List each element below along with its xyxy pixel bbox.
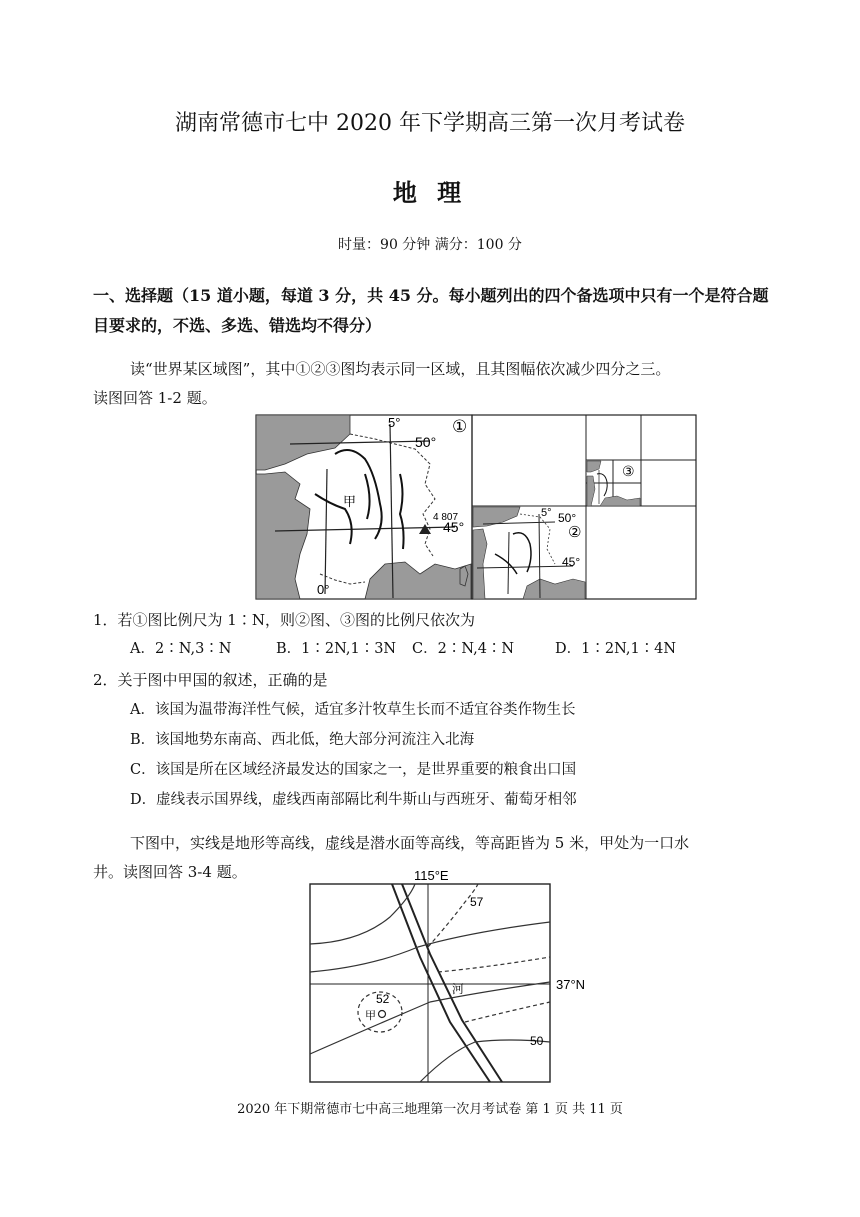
contour-lat-label: 37°N bbox=[556, 977, 586, 992]
q1-option-a: A．2∶N,3∶N bbox=[130, 641, 232, 657]
map1-jia-label: 甲 bbox=[343, 494, 357, 509]
map2-lon5-label: 5° bbox=[541, 507, 552, 519]
q2-option-c: C．该国是所在区域经济最发达的国家之一，是世界重要的粮食出口国 bbox=[130, 762, 577, 778]
intro2-line2: 井。读图回答 3-4 题。 bbox=[93, 863, 247, 881]
section-instructions: （15 道小题，每道 3 分，共 45 分。每小题列出的四个备选项中只有一个是符合题目要求的，不选、多选、错选均不得分） bbox=[93, 286, 769, 335]
q1-option-b: B．1∶2N,1∶3N bbox=[276, 641, 397, 657]
map3-number-label: ③ bbox=[622, 463, 635, 479]
map2-lat50-label: 50° bbox=[558, 511, 577, 525]
q1-option-d: D．1∶2N,1∶4N bbox=[555, 641, 677, 657]
intro1-line1: 读“世界某区域图”，其中①②③图均表示同一区域，且其图幅依次减少四分之三。 bbox=[130, 360, 671, 378]
q2-option-d: D．虚线表示国界线，虚线西南部隔比利牛斯山与西班牙、葡萄牙相邻 bbox=[130, 792, 577, 808]
contour-lon-label: 115°E bbox=[414, 868, 449, 883]
map2-number-label: ② bbox=[568, 524, 582, 541]
map1-peak-label: 4 807 bbox=[433, 512, 459, 523]
contour-57-label: 57 bbox=[470, 895, 484, 909]
q1-option-c: C．2∶N,4∶N bbox=[412, 641, 515, 657]
contour-jia-label: 甲 bbox=[365, 1010, 376, 1022]
map1-lat45-label: 45° bbox=[443, 519, 465, 535]
map1-lon0-label: 0° bbox=[317, 582, 330, 597]
section-heading bbox=[93, 281, 783, 341]
q2-stem: 2．关于图中甲国的叙述，正确的是 bbox=[93, 671, 328, 689]
contour-52-label: 52 bbox=[376, 992, 390, 1006]
intro1-line2: 读图回答 1-2 题。 bbox=[93, 389, 217, 407]
intro2-line1: 下图中，实线是地形等高线，虚线是潜水面等高线，等高距皆为 5 米，甲处为一口水 bbox=[130, 834, 690, 852]
exam-title: 湖南常德市七中 2020 年下学期高三第一次月考试卷 bbox=[175, 111, 685, 136]
contour-50-label: 50 bbox=[530, 1034, 544, 1048]
map1-lat50-label: 50° bbox=[415, 434, 437, 450]
contour-map-figure bbox=[300, 862, 600, 1090]
region-map-figure bbox=[255, 414, 697, 602]
subject-title: 地 理 bbox=[392, 178, 468, 207]
exam-meta: 时量：90 分钟 满分：100 分 bbox=[338, 237, 522, 253]
q2-option-b: B．该国地势东南高、西北低，绝大部分河流注入北海 bbox=[130, 732, 475, 748]
map2-lat45-label: 45° bbox=[562, 555, 581, 569]
map1-number-label: ① bbox=[452, 417, 468, 436]
map1-lon5-label: 5° bbox=[388, 415, 401, 430]
section-title: 一、选择题 bbox=[93, 286, 174, 305]
contour-river-label: 河 bbox=[452, 982, 465, 996]
q1-stem: 1．若①图比例尺为 1∶N，则②图、③图的比例尺依次为 bbox=[93, 611, 475, 629]
q2-option-a: A．该国为温带海洋性气候，适宜多汁牧草生长而不适宜谷类作物生长 bbox=[130, 702, 576, 718]
page-footer: 2020 年下期常德市七中高三地理第一次月考试卷 第 1 页 共 11 页 bbox=[237, 1102, 623, 1117]
